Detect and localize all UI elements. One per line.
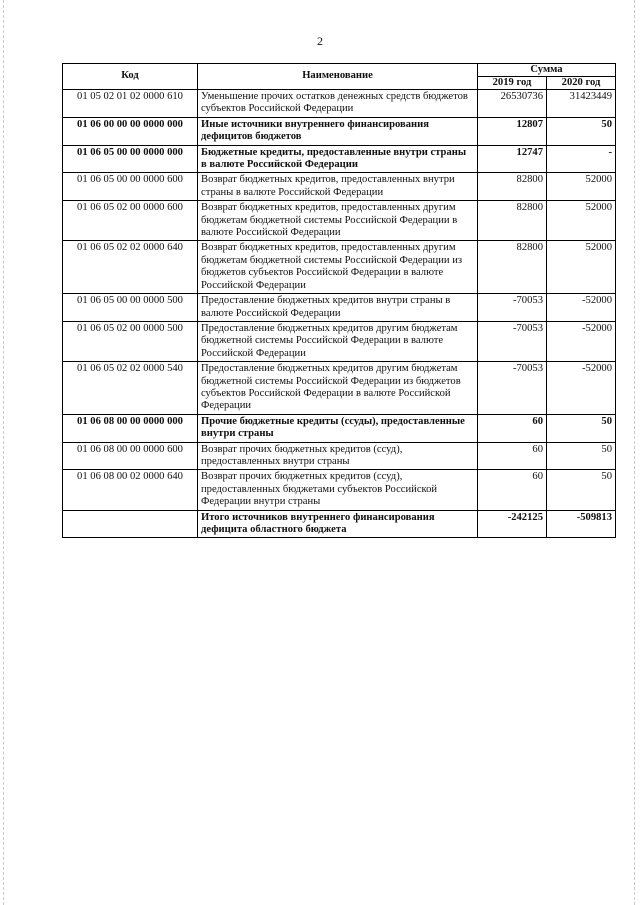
row-name: Предоставление бюджетных кредитов другим бюджетам бюджетной системы Российской Федерации из бюджетов субъектов Российской Федерации в валюте Российской Федерации [198,362,478,415]
header-year-2019: 2019 год [478,77,547,90]
row-value-2019: 60 [478,470,547,510]
row-value-2020: -52000 [547,294,616,322]
row-code: 01 06 05 00 00 0000 000 [63,145,198,173]
row-value-2020: - [547,145,616,173]
row-code: 01 06 05 02 02 0000 540 [63,362,198,415]
row-value-2020: 52000 [547,201,616,241]
row-code: 01 06 05 02 00 0000 600 [63,201,198,241]
table-row [63,241,616,294]
table-row [63,117,616,145]
table-row [63,321,616,361]
row-name: Предоставление бюджетных кредитов другим бюджетам бюджетной системы Российской Федерации в валюте Российской Федерации [198,321,478,361]
row-value-2020: 52000 [547,173,616,201]
row-value-2019: -242125 [478,510,547,538]
header-name: Наименование [198,64,478,90]
table-row [63,470,616,510]
row-value-2020: -52000 [547,362,616,415]
row-value-2019: 26530736 [478,90,547,118]
row-value-2020: -509813 [547,510,616,538]
binding-edge-left [3,0,5,905]
row-value-2020: 31423449 [547,90,616,118]
row-name: Иные источники внутреннего финансирования дефицитов бюджетов [198,117,478,145]
budget-sources-table [62,63,616,538]
row-value-2019: -70053 [478,294,547,322]
table-row [63,362,616,415]
row-code: 01 06 08 00 00 0000 000 [63,414,198,442]
row-code: 01 06 08 00 02 0000 640 [63,470,198,510]
row-name: Прочие бюджетные кредиты (ссуды), предоставленные внутри страны [198,414,478,442]
row-code: 01 06 05 02 00 0000 500 [63,321,198,361]
row-code: 01 06 00 00 00 0000 000 [63,117,198,145]
table-row [63,90,616,118]
table-row [63,442,616,470]
row-name: Возврат прочих бюджетных кредитов (ссуд), предоставленных бюджетами субъектов Российской Федерации внутри страны [198,470,478,510]
row-value-2019: 60 [478,414,547,442]
row-code: 01 06 05 02 02 0000 640 [63,241,198,294]
row-name: Возврат бюджетных кредитов, предоставленных другим бюджетам бюджетной системы Российской Федерации в валюте Российской Федерации [198,201,478,241]
row-code: 01 06 05 00 00 0000 500 [63,294,198,322]
table-row [63,414,616,442]
table-row [63,173,616,201]
row-name: Бюджетные кредиты, предоставленные внутри страны в валюте Российской Федерации [198,145,478,173]
row-name: Возврат бюджетных кредитов, предоставленных внутри страны в валюте Российской Федерации [198,173,478,201]
header-year-2020: 2020 год [547,77,616,90]
row-value-2019: 82800 [478,241,547,294]
page-number: 2 [317,34,323,48]
row-value-2020: 50 [547,470,616,510]
row-name: Предоставление бюджетных кредитов внутри страны в валюте Российской Федерации [198,294,478,322]
row-value-2020: 50 [547,117,616,145]
row-value-2020: -52000 [547,321,616,361]
row-code [63,510,198,538]
row-name: Возврат прочих бюджетных кредитов (ссуд), предоставленных внутри страны [198,442,478,470]
row-value-2020: 50 [547,442,616,470]
row-value-2019: -70053 [478,321,547,361]
row-name: Итого источников внутреннего финансирования дефицита областного бюджета [198,510,478,538]
row-name: Возврат бюджетных кредитов, предоставленных другим бюджетам бюджетной системы Российской Федерации из бюджетов субъектов Российской Федерации в валюте Российской Федерации [198,241,478,294]
binding-edge-right [634,0,636,905]
row-value-2019: -70053 [478,362,547,415]
row-code: 01 06 08 00 00 0000 600 [63,442,198,470]
table-row [63,510,616,538]
row-value-2019: 12747 [478,145,547,173]
row-code: 01 05 02 01 02 0000 610 [63,90,198,118]
row-value-2019: 60 [478,442,547,470]
row-value-2019: 82800 [478,201,547,241]
header-sum: Сумма [478,64,616,77]
row-value-2019: 12807 [478,117,547,145]
table-row [63,294,616,322]
row-value-2019: 82800 [478,173,547,201]
table-row [63,201,616,241]
table-row [63,145,616,173]
header-code: Код [63,64,198,90]
row-name: Уменьшение прочих остатков денежных средств бюджетов субъектов Российской Федерации [198,90,478,118]
row-value-2020: 52000 [547,241,616,294]
row-value-2020: 50 [547,414,616,442]
row-code: 01 06 05 00 00 0000 600 [63,173,198,201]
